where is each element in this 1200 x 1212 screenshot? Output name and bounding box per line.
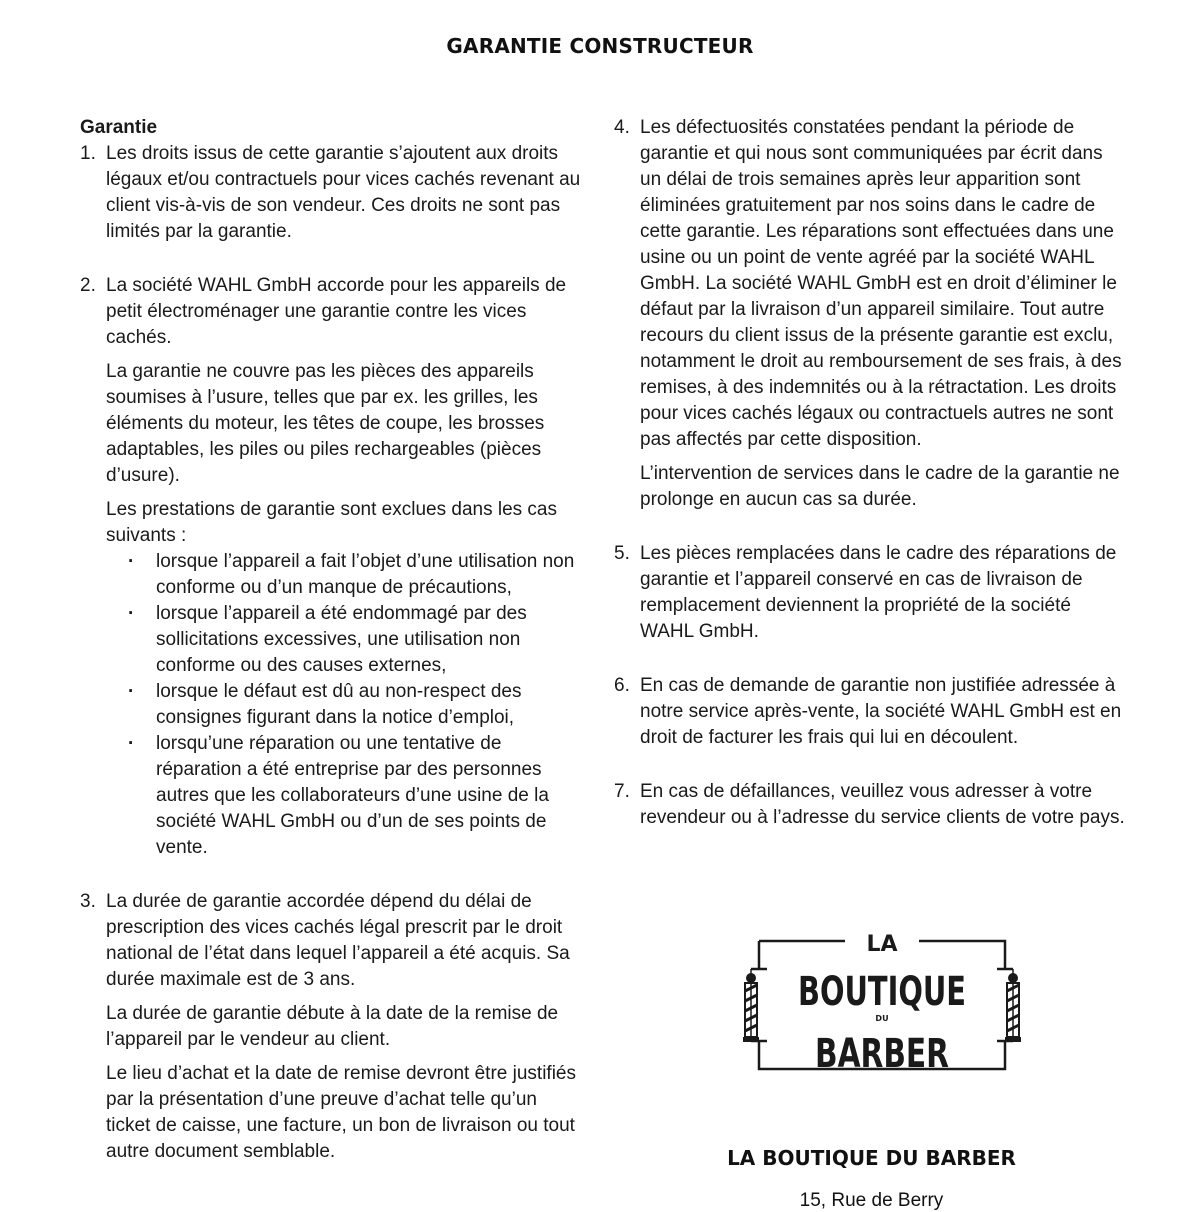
warranty-item-6	[614, 673, 1129, 751]
svg-text:BARBER: BARBER	[815, 1031, 949, 1077]
item-paragraph: Le lieu d’achat et la date de remise devront être justifiés par la présentation d’une preuve d’achat telle qu’un ticket de caisse, une facture, un bon de livraison ou tout autre document semblable.	[106, 1063, 576, 1162]
item-body	[640, 115, 1129, 513]
warranty-item-5	[614, 541, 1129, 645]
item-body	[106, 141, 585, 245]
item-paragraph: En cas de demande de garantie non justifiée adressée à notre service après-vente, la société WAHL GmbH est en droit de facturer les frais qui lui en découlent.	[640, 675, 1122, 748]
item-body	[106, 889, 585, 1165]
item-paragraph: Les défectuosités constatées pendant la période de garantie et qui nous sont communiquées par écrit dans un délai de trois semaines après leur apparition sont éliminées gratuitement par nos soins dans le cadre de cette garantie. Les réparations sont effectuées dans une usine ou un point de vente agréé par la société WAHL GmbH. La société WAHL GmbH est en droit d’éliminer le défaut par la livraison d’un appareil similaire. Tout autre recours du client issus de la présente garantie est exclu, notamment le droit au remboursement de ses frais, à des remises, à des indemnités ou à la rétractation. Les droits pour vices cachés légaux ou contractuels autres ne sont pas affectés par cette disposition.	[640, 117, 1122, 450]
shop-name: LA BOUTIQUE DU BARBER	[727, 1146, 1016, 1170]
item-paragraph: Les pièces remplacées dans le cadre des réparations de garantie et l’appareil conservé en cas de livraison de remplacement deviennent la propriété de la société WAHL GmbH.	[640, 543, 1117, 642]
item-paragraph: La société WAHL GmbH accorde pour les appareils de petit électroménager une garantie contre les vices cachés.	[106, 275, 567, 348]
item-paragraph: La durée de garantie débute à la date de la remise de l’appareil par le vendeur au client.	[106, 1003, 559, 1050]
item-body	[640, 779, 1129, 831]
exclusion-list	[106, 549, 585, 861]
shop-address: 15, Rue de Berry	[799, 1190, 944, 1211]
item-number: 5.	[614, 543, 630, 564]
svg-text:BOUTIQUE: BOUTIQUE	[798, 969, 966, 1015]
right-column	[614, 115, 1129, 859]
svg-text:DU: DU	[875, 1014, 889, 1023]
item-paragraph: La durée de garantie accordée dépend du délai de prescription des vices cachés légal prescrit par le droit national de l’état dans lequel l’appareil a été acquis. Sa durée maximale est de 3 ans.	[106, 891, 570, 990]
item-body	[640, 541, 1129, 645]
list-item: · lorsqu’une réparation ou une tentative de réparation a été entreprise par des personnes autres que les collaborateurs d’une usine de la société WAHL GmbH ou d’un de ses points de vente.	[128, 731, 585, 861]
warranty-item-1	[80, 141, 585, 245]
item-number: 3.	[80, 891, 96, 912]
la-boutique-du-barber-logo	[737, 929, 1027, 1081]
warranty-item-3	[80, 889, 585, 1165]
item-number: 1.	[80, 143, 96, 164]
warranty-item-7	[614, 779, 1129, 831]
item-paragraph: Les prestations de garantie sont exclues dans les cas suivants :	[106, 499, 557, 546]
item-number: 7.	[614, 781, 630, 802]
item-paragraph: L’intervention de services dans le cadre de la garantie ne prolonge en aucun cas sa durée.	[640, 463, 1120, 510]
item-number: 2.	[80, 275, 96, 296]
list-item: · lorsque le défaut est dû au non-respect des consignes figurant dans la notice d’emploi,	[128, 679, 585, 731]
left-column	[80, 115, 585, 1193]
item-paragraph: La garantie ne couvre pas les pièces des appareils soumises à l’usure, telles que par ex. les grilles, les éléments du moteur, les têtes de coupe, les brosses adaptables, les piles ou piles rechargeables (pièces d’usure).	[106, 361, 545, 486]
list-item: · lorsque l’appareil a été endommagé par des sollicitations excessives, une utilisation non conforme ou des causes externes,	[128, 601, 585, 679]
svg-text:LA: LA	[866, 932, 898, 957]
list-item: · lorsque l’appareil a fait l’objet d’une utilisation non conforme ou d’un manque de précautions,	[128, 549, 585, 601]
item-number: 6.	[614, 675, 630, 696]
warranty-item-2	[80, 273, 585, 861]
page-title: GARANTIE CONSTRUCTEUR	[446, 34, 754, 58]
item-body	[106, 273, 585, 861]
item-number: 4.	[614, 117, 630, 138]
item-paragraph: Les droits issus de cette garantie s’ajoutent aux droits légaux et/ou contractuels pour vices cachés revenant au client vis-à-vis de son vendeur. Ces droits ne sont pas limités par la garantie.	[106, 143, 581, 242]
section-heading: Garantie	[80, 117, 158, 138]
item-body	[640, 673, 1129, 751]
warranty-item-4	[614, 115, 1129, 513]
item-paragraph: En cas de défaillances, veuillez vous adresser à votre revendeur ou à l’adresse du service clients de votre pays.	[640, 781, 1125, 828]
